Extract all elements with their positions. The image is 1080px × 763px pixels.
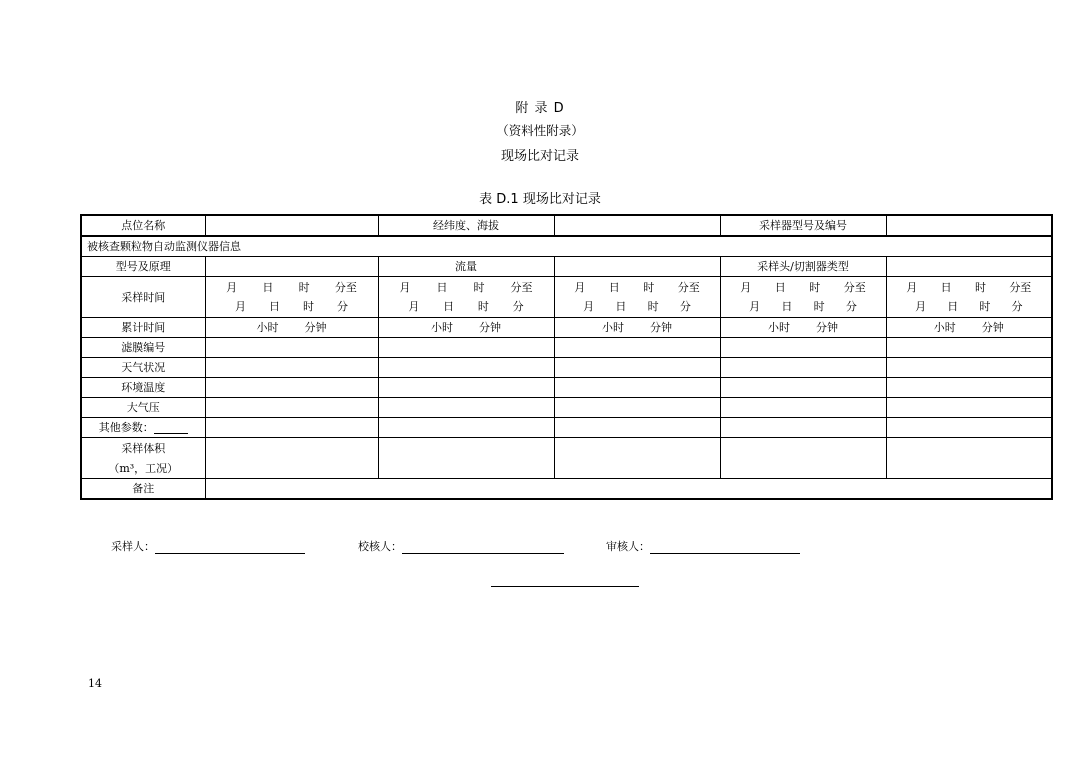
temperature-label: 环境温度 bbox=[81, 378, 205, 398]
day-label: 日 bbox=[781, 300, 793, 313]
minutes-label: 分钟 bbox=[479, 321, 501, 334]
data-cell bbox=[886, 438, 1052, 479]
day-label: 日 bbox=[774, 281, 786, 294]
table-row bbox=[81, 318, 1052, 338]
month-label: 月 bbox=[408, 300, 420, 313]
page-number: 14 bbox=[88, 677, 102, 690]
data-cell bbox=[205, 358, 378, 378]
cumulative-time-cell bbox=[720, 318, 886, 338]
appendix-title: 附 录 D bbox=[515, 101, 565, 116]
data-cell bbox=[205, 418, 378, 438]
minute-label: 分 bbox=[512, 300, 524, 313]
minute-label: 分 bbox=[337, 300, 348, 313]
filter-no-label: 滤膜编号 bbox=[81, 338, 205, 358]
instrument-info-label: 被核查颗粒物自动监测仪器信息 bbox=[81, 236, 1052, 257]
minute-to-label: 分至 bbox=[843, 281, 866, 294]
hour-label: 时 bbox=[979, 300, 991, 313]
lonlat-value bbox=[554, 215, 720, 236]
sampler-model-label: 采样器型号及编号 bbox=[720, 215, 886, 236]
month-label: 月 bbox=[226, 281, 238, 294]
pressure-label: 大气压 bbox=[81, 398, 205, 418]
day-label: 日 bbox=[262, 281, 274, 294]
sampling-time-label: 采样时间 bbox=[81, 277, 205, 318]
hour-label: 时 bbox=[974, 281, 986, 294]
day-label: 日 bbox=[940, 281, 952, 294]
sampler-model-value bbox=[886, 215, 1052, 236]
data-cell bbox=[378, 398, 554, 418]
cumulative-time-cell bbox=[886, 318, 1052, 338]
day-label: 日 bbox=[608, 281, 620, 294]
minutes-label: 分钟 bbox=[304, 321, 327, 334]
sampler-signature bbox=[111, 538, 305, 554]
data-cell bbox=[720, 418, 886, 438]
table-row bbox=[81, 438, 1052, 479]
day-label: 日 bbox=[443, 300, 455, 313]
remarks-value bbox=[205, 479, 1052, 500]
data-cell bbox=[886, 398, 1052, 418]
sampling-time-cell bbox=[720, 277, 886, 318]
table-row bbox=[81, 398, 1052, 418]
cumulative-time-cell bbox=[205, 318, 378, 338]
hour-label: 时 bbox=[303, 300, 314, 313]
checker-signature bbox=[358, 538, 564, 554]
minutes-label: 分钟 bbox=[981, 321, 1004, 334]
minute-to-label: 分至 bbox=[510, 281, 533, 294]
cutter-type-label: 采样头/切割器类型 bbox=[720, 257, 886, 277]
lonlat-label: 经纬度、海拔 bbox=[378, 215, 554, 236]
data-cell bbox=[886, 378, 1052, 398]
data-cell bbox=[205, 338, 378, 358]
sampling-time-cell bbox=[205, 277, 378, 318]
table-row bbox=[81, 277, 1052, 318]
data-cell bbox=[554, 378, 720, 398]
hour-label: 时 bbox=[647, 300, 659, 313]
sampler-line bbox=[155, 541, 305, 554]
point-name-label: 点位名称 bbox=[81, 215, 205, 236]
cumulative-time-label: 累计时间 bbox=[81, 318, 205, 338]
data-cell bbox=[378, 338, 554, 358]
minutes-label: 分钟 bbox=[650, 321, 672, 334]
model-principle-value bbox=[205, 257, 378, 277]
month-label: 月 bbox=[583, 300, 595, 313]
minutes-label: 分钟 bbox=[816, 321, 838, 334]
day-label: 日 bbox=[436, 281, 448, 294]
table-row bbox=[81, 358, 1052, 378]
data-cell bbox=[554, 398, 720, 418]
reviewer-signature bbox=[606, 538, 800, 554]
month-label: 月 bbox=[906, 281, 918, 294]
data-cell bbox=[378, 418, 554, 438]
day-label: 日 bbox=[269, 300, 280, 313]
data-cell bbox=[554, 438, 720, 479]
data-cell bbox=[886, 418, 1052, 438]
hour-label: 时 bbox=[813, 300, 825, 313]
data-cell bbox=[205, 398, 378, 418]
flow-value bbox=[554, 257, 720, 277]
hour-label: 时 bbox=[809, 281, 821, 294]
minute-label: 分 bbox=[679, 300, 691, 313]
cumulative-time-cell bbox=[378, 318, 554, 338]
data-cell bbox=[720, 338, 886, 358]
data-cell bbox=[886, 358, 1052, 378]
reviewer-label: 审核人： bbox=[606, 540, 650, 553]
data-cell bbox=[720, 378, 886, 398]
checker-line bbox=[402, 541, 564, 554]
data-cell bbox=[554, 358, 720, 378]
data-cell bbox=[554, 338, 720, 358]
flow-label: 流量 bbox=[378, 257, 554, 277]
data-cell bbox=[554, 418, 720, 438]
data-cell bbox=[720, 438, 886, 479]
table-row bbox=[81, 338, 1052, 358]
fill-in-blank bbox=[154, 423, 188, 434]
weather-label: 天气状况 bbox=[81, 358, 205, 378]
sample-volume-line1: 采样体积 bbox=[121, 441, 166, 455]
month-label: 月 bbox=[740, 281, 752, 294]
reviewer-line bbox=[650, 541, 800, 554]
hours-label: 小时 bbox=[256, 321, 279, 334]
month-label: 月 bbox=[749, 300, 761, 313]
hour-label: 时 bbox=[477, 300, 489, 313]
month-label: 月 bbox=[399, 281, 411, 294]
sampling-time-cell bbox=[378, 277, 554, 318]
data-cell bbox=[886, 338, 1052, 358]
hours-label: 小时 bbox=[602, 321, 624, 334]
table-row bbox=[81, 378, 1052, 398]
sampling-time-cell bbox=[886, 277, 1052, 318]
point-name-value bbox=[205, 215, 378, 236]
minute-to-label: 分至 bbox=[334, 281, 357, 294]
data-cell bbox=[378, 358, 554, 378]
sampler-label: 采样人： bbox=[111, 540, 155, 553]
table-row bbox=[81, 215, 1052, 236]
cutter-type-value bbox=[886, 257, 1052, 277]
minute-label: 分 bbox=[1011, 300, 1023, 313]
minute-to-label: 分至 bbox=[1009, 281, 1032, 294]
table-row bbox=[81, 236, 1052, 257]
data-cell bbox=[378, 438, 554, 479]
end-rule bbox=[491, 586, 639, 587]
table-row bbox=[81, 418, 1052, 438]
table-row bbox=[81, 479, 1052, 500]
table-caption: 表 D.1 现场比对记录 bbox=[479, 192, 601, 207]
hour-label: 时 bbox=[473, 281, 485, 294]
hours-label: 小时 bbox=[431, 321, 453, 334]
hour-label: 时 bbox=[643, 281, 655, 294]
month-label: 月 bbox=[235, 300, 246, 313]
hour-label: 时 bbox=[298, 281, 310, 294]
data-cell bbox=[720, 358, 886, 378]
day-label: 日 bbox=[615, 300, 627, 313]
other-params-label bbox=[81, 418, 205, 438]
data-cell bbox=[205, 378, 378, 398]
cumulative-time-cell bbox=[554, 318, 720, 338]
month-label: 月 bbox=[915, 300, 927, 313]
appendix-name: 现场比对记录 bbox=[500, 149, 579, 164]
data-cell bbox=[378, 378, 554, 398]
minute-to-label: 分至 bbox=[677, 281, 700, 294]
hours-label: 小时 bbox=[768, 321, 790, 334]
sampling-time-cell bbox=[554, 277, 720, 318]
month-label: 月 bbox=[574, 281, 586, 294]
model-principle-label: 型号及原理 bbox=[81, 257, 205, 277]
checker-label: 校核人： bbox=[358, 540, 402, 553]
day-label: 日 bbox=[947, 300, 959, 313]
table-row bbox=[81, 257, 1052, 277]
sample-volume-line2: （m³，工况） bbox=[108, 461, 179, 475]
sample-volume-label bbox=[81, 438, 205, 479]
data-cell bbox=[205, 438, 378, 479]
comparison-record-table bbox=[80, 214, 1053, 500]
appendix-subtitle: （资料性附录） bbox=[496, 123, 584, 138]
data-cell bbox=[720, 398, 886, 418]
minute-label: 分 bbox=[845, 300, 857, 313]
remarks-label: 备注 bbox=[81, 479, 205, 500]
hours-label: 小时 bbox=[933, 321, 956, 334]
other-params-text: 其他参数： bbox=[98, 421, 154, 434]
